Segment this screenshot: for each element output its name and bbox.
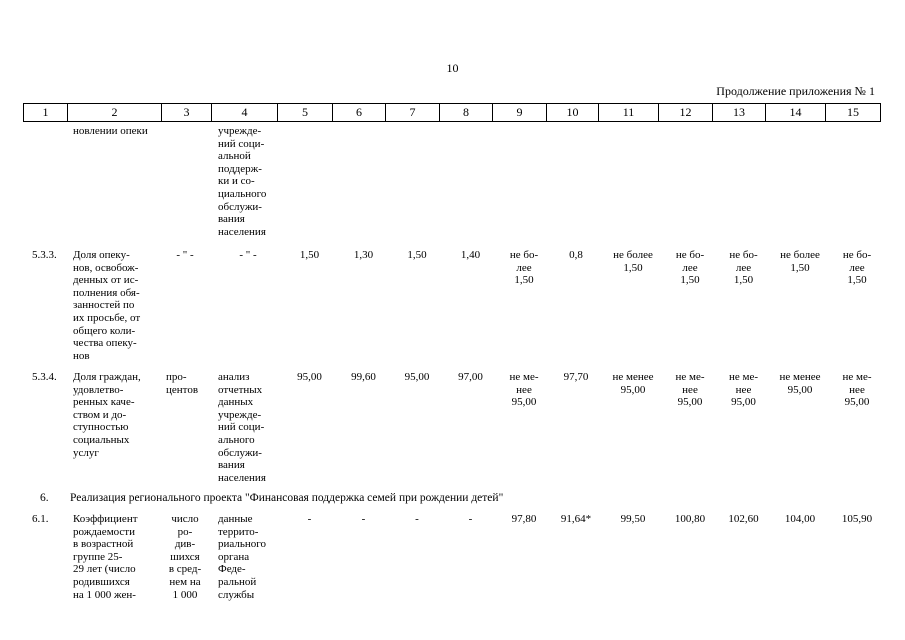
- continuation-label: Продолжение приложения № 1: [716, 84, 875, 98]
- table-cell: данные террито- риального органа Феде- ральной службы: [218, 513, 266, 601]
- table-cell: 99,60: [351, 371, 376, 383]
- header-cell: 6: [333, 104, 386, 121]
- table-cell: 104,00: [784, 513, 816, 525]
- section-number: 6.: [40, 492, 49, 504]
- table-cell: - " -: [176, 249, 194, 261]
- table-header-row: [23, 103, 881, 122]
- table-cell: -: [415, 513, 419, 525]
- table-cell: -: [468, 513, 473, 525]
- table-cell: не более 1,50: [613, 249, 653, 274]
- table-cell: число ро- див- шихся в сред- нем на 1 000: [168, 513, 202, 601]
- table-cell: не более 1,50: [780, 249, 820, 274]
- header-cell: 11: [599, 104, 659, 121]
- table-cell: 5.3.3.: [32, 249, 57, 261]
- table-cell: 105,90: [841, 513, 873, 525]
- header-cell: 1: [24, 104, 68, 121]
- header-cell: 5: [278, 104, 333, 121]
- header-cell: 9: [493, 104, 547, 121]
- table-cell: -: [307, 513, 312, 525]
- table-cell: 0,8: [569, 249, 583, 261]
- table-cell: не менее 95,00: [612, 371, 654, 396]
- table-cell: Доля граждан, удовлетво- ренных каче- ством и до- ступностью социальных услуг: [73, 371, 141, 459]
- header-cell: 14: [766, 104, 826, 121]
- table-cell: 1,30: [353, 249, 374, 261]
- section-title: Реализация регионального проекта "Финансовая поддержка семей при рождении детей": [70, 492, 504, 504]
- table-cell: 100,80: [674, 513, 706, 525]
- header-cell: 10: [547, 104, 599, 121]
- table-cell: не менее 95,00: [779, 371, 821, 396]
- table-cell: не бо- лее 1,50: [729, 249, 758, 287]
- header-cell: 15: [847, 105, 859, 119]
- table-cell: Коэффициент рождаемости в возрастной группе 25- 29 лет (число родившихся на 1 000 жен-: [73, 513, 138, 601]
- table-cell: не бо- лее 1,50: [509, 249, 539, 287]
- table-cell: 1,50: [299, 249, 320, 261]
- table-cell: -: [361, 513, 366, 525]
- page-number: 10: [446, 61, 459, 75]
- table-cell: 99,50: [620, 513, 646, 525]
- header-cell: 8: [440, 104, 493, 121]
- table-cell: 5.3.4.: [32, 371, 57, 383]
- table-cell: про- центов: [166, 371, 199, 396]
- table-cell: 1,40: [460, 249, 481, 261]
- table-cell: не ме- нее 95,00: [842, 371, 872, 409]
- table-cell: 6.1.: [32, 513, 49, 525]
- table-cell: не бо- лее 1,50: [842, 249, 872, 287]
- header-cell: 12: [659, 104, 713, 121]
- table-cell: учрежде- ний соци- альной поддерж- ки и со- циального обслужи- вания населения: [218, 125, 267, 238]
- header-cell: 2: [68, 104, 162, 121]
- header-cell: 3: [162, 104, 212, 121]
- table-cell: 95,00: [297, 371, 322, 383]
- table-cell: не ме- нее 95,00: [675, 371, 705, 409]
- header-cell: 13: [713, 104, 766, 121]
- table-cell: новлении опеки: [73, 125, 148, 137]
- table-cell: 91,64*: [560, 513, 592, 525]
- table-cell: 102,60: [728, 513, 759, 525]
- table-cell: 97,00: [458, 371, 483, 383]
- table-cell: Доля опеку- нов, освобож- денных от ис- полнения обя- занностей по их просьбе, от общего коли- чества опеку- нов: [73, 249, 141, 362]
- table-cell: 97,70: [563, 371, 589, 383]
- table-cell: 97,80: [511, 513, 537, 525]
- table-cell: 95,00: [404, 371, 430, 383]
- table-cell: не ме- нее 95,00: [728, 371, 759, 409]
- header-cell: 4: [212, 104, 278, 121]
- table-cell: 1,50: [407, 249, 427, 261]
- table-cell: не бо- лее 1,50: [675, 249, 705, 287]
- table-cell: не ме- нее 95,00: [509, 371, 539, 409]
- table-cell: - " -: [239, 249, 257, 261]
- header-cell: 7: [386, 104, 440, 121]
- table-cell: анализ отчетных данных учрежде- ний соци- ального обслужи- вания населения: [218, 371, 266, 484]
